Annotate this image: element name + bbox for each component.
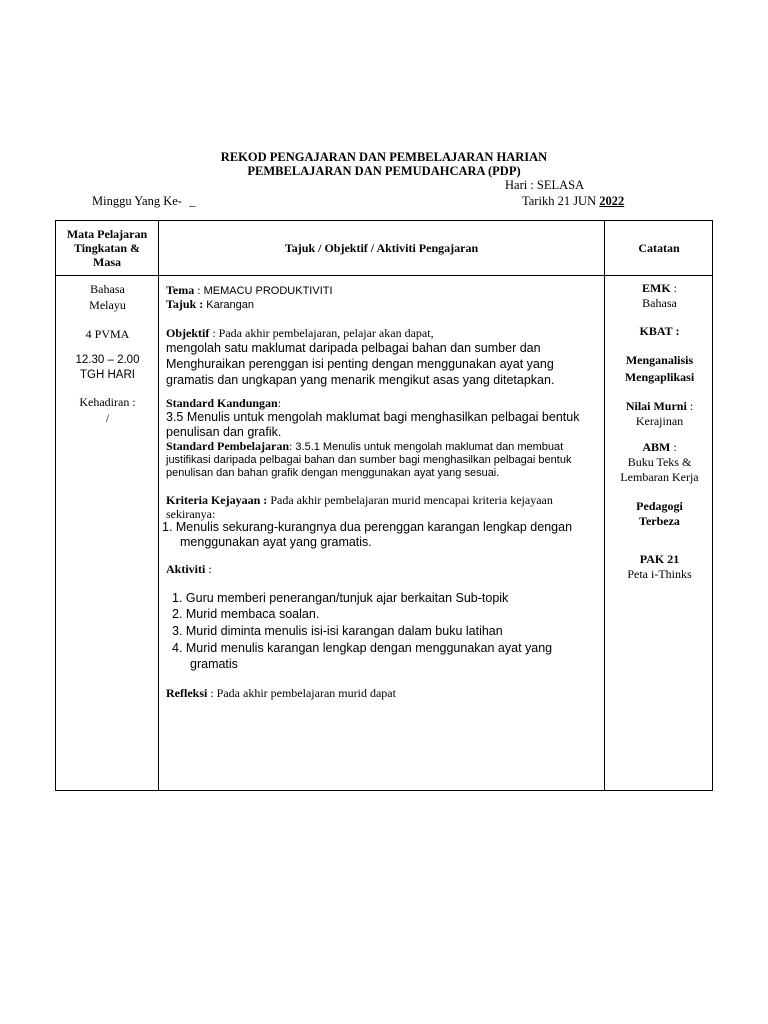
tema-label: Tema: [166, 283, 195, 297]
day-field: Hari : SELASA: [505, 178, 585, 192]
kbat-item: Menganalisis: [625, 353, 694, 367]
lesson-time: [56, 353, 159, 382]
standard-kandungan-colon: :: [277, 396, 282, 410]
standard-pembelajaran-text: justifikasi daripada pelbagai bahan dan sumber bagi menghasilkan pelbagai bentuk: [166, 454, 572, 466]
document-title: REKOD PENGAJARAN DAN PEMBELAJARAN HARIAN: [220, 150, 548, 164]
pedagogi-block: [606, 499, 713, 529]
attendance-label: Kehadiran :: [79, 395, 136, 409]
kbat-item: Mengaplikasi: [624, 370, 695, 384]
objektif-text: mengolah satu maklumat daripada pelbagai bahan dan sumber dan: [166, 341, 541, 355]
lesson-table: [55, 220, 713, 791]
kbat-label: KBAT :: [639, 324, 680, 338]
refleksi-value: : Pada akhir pembelajaran murid dapat: [207, 686, 396, 700]
subject-line: Melayu: [89, 298, 126, 312]
objektif-text: Menghuraikan perenggan isi penting dengan menggunakan ayat yang: [166, 357, 554, 371]
class-name: 4 PVMA: [85, 327, 130, 341]
pedagogi-line: Terbeza: [639, 514, 680, 528]
week-value: _: [189, 194, 196, 208]
emk-value: Bahasa: [642, 296, 677, 310]
aktiviti-item: 3. Murid diminta menulis isi-isi karangan dalam buku latihan: [172, 624, 503, 638]
refleksi-label: Refleksi: [166, 686, 208, 700]
tajuk-label: Tajuk :: [166, 297, 204, 311]
abm-colon: :: [670, 440, 677, 454]
header-subject-class-time: [56, 227, 158, 269]
kriteria-kejayaan-intro-cont: sekiranya:: [166, 507, 216, 521]
nilai-murni-value: Kerajinan: [635, 414, 684, 428]
kriteria-kejayaan-line: [166, 493, 553, 507]
aktiviti-item: 4. Murid menulis karangan lengkap dengan menggunakan ayat yang: [172, 641, 553, 655]
pak21-block: [606, 552, 713, 582]
standard-kandungan-heading: [166, 396, 281, 410]
header-line: Tingkatan &: [73, 241, 141, 255]
week-label: Minggu Yang Ke-: [92, 194, 182, 208]
standard-pembelajaran-text: 3.5.1 Menulis untuk mengolah maklumat dan membuat: [292, 441, 564, 453]
standard-pembelajaran-label: Standard Pembelajaran: [166, 439, 289, 453]
header-topic-objective-activity: Tajuk / Objektif / Aktiviti Pengajaran: [284, 241, 479, 255]
aktiviti-label: Aktiviti: [166, 562, 206, 576]
kriteria-kejayaan-label: Kriteria Kejayaan :: [166, 493, 268, 507]
attendance-value: /: [105, 411, 110, 425]
time-line: 12.30 – 2.00: [75, 354, 140, 366]
objektif-intro: : Pada akhir pembelajaran, pelajar akan dapat,: [209, 326, 434, 340]
column-divider: [604, 221, 605, 790]
standard-pembelajaran-text: penulisan dan bahan grafik dengan menggunakan ayat yang sesuai.: [166, 467, 500, 479]
abm-label: ABM: [642, 440, 671, 454]
tema-line: [166, 283, 333, 298]
aktiviti-item: 2. Murid membaca soalan.: [172, 607, 320, 621]
objektif-line: [166, 326, 434, 340]
header-divider: [56, 275, 712, 276]
date-field: [522, 194, 624, 209]
nilai-murni-colon: :: [686, 399, 694, 413]
refleksi-line: [166, 686, 396, 700]
attendance: [56, 395, 159, 425]
aktiviti-colon: :: [205, 562, 212, 576]
tajuk-value: Karangan: [203, 299, 255, 311]
tema-value: MEMACU PRODUKTIVITI: [203, 285, 333, 297]
header-line: Mata Pelajaran: [66, 227, 148, 241]
week-field: [92, 194, 195, 209]
header-line: Masa: [93, 255, 121, 269]
emk-label: EMK: [641, 281, 671, 295]
emk-colon: :: [670, 281, 677, 295]
abm-block: [606, 440, 713, 485]
time-line: TGH HARI: [80, 369, 135, 381]
tema-separator: :: [194, 283, 204, 297]
kriteria-kejayaan-item: 1. Menulis sekurang-kurangnya dua perenggan karangan lengkap dengan: [162, 520, 573, 534]
standard-kandungan-text: penulisan dan grafik.: [166, 425, 282, 439]
tajuk-line: [166, 297, 254, 312]
document-subtitle: PEMBELAJARAN DAN PEMUDAHCARA (PDP): [247, 164, 521, 178]
subject-line: Bahasa: [90, 282, 125, 296]
abm-value: Buku Teks &: [627, 455, 692, 469]
standard-kandungan-text: 3.5 Menulis untuk mengolah maklumat bagi menghasilkan pelbagai bentuk: [166, 410, 580, 424]
aktiviti-item-cont: gramatis: [190, 657, 238, 671]
objektif-label: Objektif: [166, 326, 210, 340]
kbat-items: [606, 352, 713, 386]
standard-kandungan-label: Standard Kandungan: [166, 396, 278, 410]
pak21-value: Peta i-Thinks: [627, 567, 692, 581]
aktiviti-item: 1. Guru memberi penerangan/tunjuk ajar berkaitan Sub-topik: [172, 591, 509, 605]
standard-pembelajaran-colon: :: [289, 439, 293, 453]
standard-pembelajaran-line: [166, 439, 563, 454]
aktiviti-heading: [166, 562, 212, 576]
kriteria-kejayaan-intro: Pada akhir pembelajaran murid mencapai kriteria kejayaan: [267, 493, 553, 507]
date-label: Tarikh 21 JUN: [522, 194, 597, 208]
kriteria-kejayaan-item-cont: menggunakan ayat yang gramatis.: [180, 535, 372, 549]
subject: [56, 282, 159, 312]
nilai-murni-block: [606, 399, 713, 429]
pak21-label: PAK 21: [639, 552, 680, 566]
nilai-murni-label: Nilai Murni: [625, 399, 687, 413]
pedagogi-line: Pedagogi: [636, 499, 683, 513]
objektif-text: gramatis dan ungkapan yang menarik mengikut asas yang ditetapkan.: [166, 373, 555, 387]
date-year: 2022: [599, 194, 625, 208]
header-notes: Catatan: [638, 241, 680, 255]
emk-block: [606, 281, 713, 311]
abm-value: Lembaran Kerja: [620, 470, 699, 484]
